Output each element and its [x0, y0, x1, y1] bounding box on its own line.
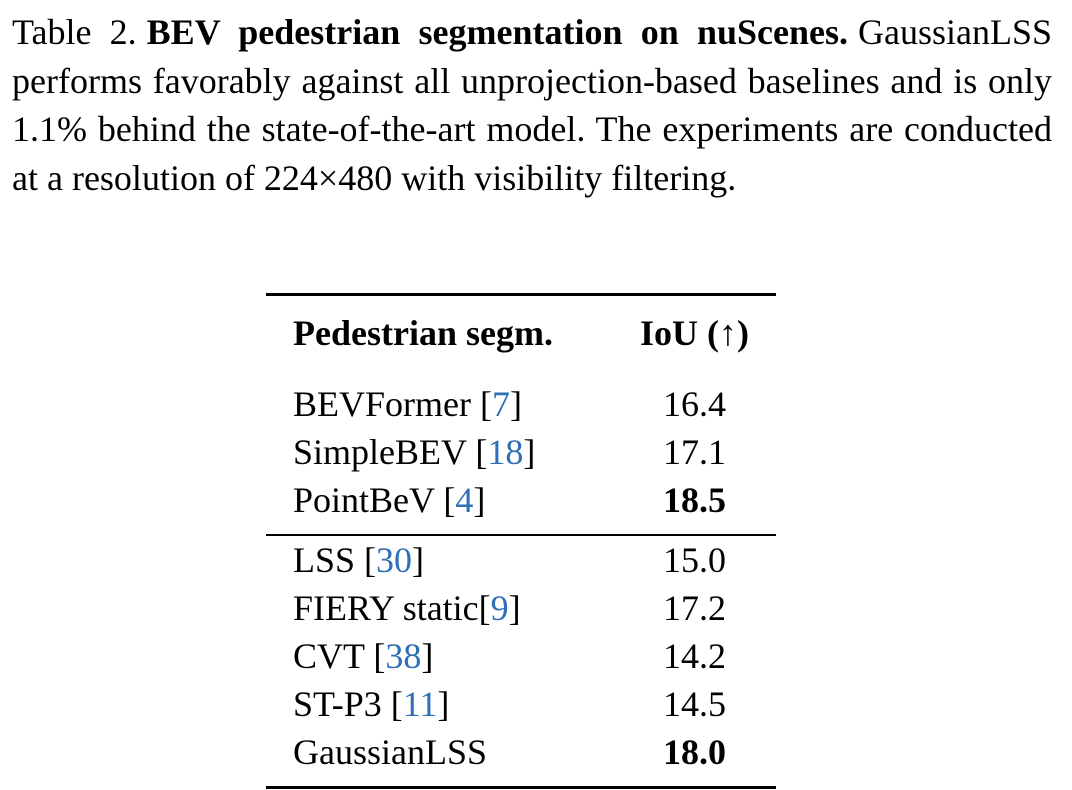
method-cell — [266, 428, 613, 476]
citation-link[interactable]: 18 — [487, 432, 524, 472]
method-name: BEVFormer — [293, 384, 480, 424]
citation-bracket-close: ] — [523, 432, 536, 472]
citation-bracket-open: [ — [373, 636, 386, 676]
table-row — [266, 428, 776, 476]
method-cell — [266, 680, 613, 728]
table-row — [266, 632, 776, 680]
iou-value: 17.2 — [663, 588, 726, 628]
table-row — [266, 476, 776, 535]
iou-value: 18.5 — [663, 480, 726, 520]
table-row — [266, 370, 776, 428]
results-table — [266, 293, 776, 789]
citation-bracket-open: [ — [390, 684, 403, 724]
method-name: GaussianLSS — [293, 732, 488, 772]
iou-value: 16.4 — [663, 384, 726, 424]
iou-value: 15.0 — [663, 540, 726, 580]
citation-bracket-close: ] — [508, 588, 521, 628]
method-cell — [266, 632, 613, 680]
method-cell — [266, 476, 613, 535]
citation-bracket-close: ] — [421, 636, 434, 676]
citation-bracket-open: [ — [475, 432, 488, 472]
citation-bracket-close: ] — [437, 684, 450, 724]
citation-bracket-open: [ — [364, 540, 377, 580]
method-cell — [266, 370, 613, 428]
citation-link[interactable]: 9 — [490, 588, 509, 628]
table-caption — [12, 8, 1052, 202]
citation-link[interactable]: 4 — [455, 480, 474, 520]
method-name: SimpleBEV — [293, 432, 476, 472]
iou-value: 18.0 — [663, 732, 726, 772]
citation-bracket-close: ] — [412, 540, 425, 580]
method-name: FIERY static — [293, 588, 479, 628]
citation-bracket-close: ] — [509, 384, 522, 424]
citation-link[interactable]: 11 — [402, 684, 438, 724]
method-cell — [266, 535, 613, 584]
citation-bracket-open: [ — [479, 384, 492, 424]
method-cell — [266, 584, 613, 632]
table-row — [266, 584, 776, 632]
citation-bracket-close: ] — [473, 480, 486, 520]
caption-text: GaussianLSS performs favorably against all unprojection-based baselines and is only 1.1% behind the state-of-the-art model. The experiments are conducted at a resolution of 224×480 with visibility filtering. — [12, 12, 1053, 198]
table-header-row — [266, 295, 776, 371]
method-name: CVT — [293, 636, 374, 676]
table-body — [266, 370, 776, 788]
iou-value: 17.1 — [663, 432, 726, 472]
method-name: ST-P3 — [293, 684, 391, 724]
method-name: PointBeV — [293, 480, 444, 520]
citation-bracket-open: [ — [478, 588, 491, 628]
citation-bracket-open: [ — [443, 480, 456, 520]
caption-label: Table 2. — [12, 12, 137, 52]
method-name: LSS — [293, 540, 365, 580]
iou-value: 14.5 — [663, 684, 726, 724]
caption-title: BEV pedestrian segmentation on nuScenes. — [146, 12, 848, 52]
table-row — [266, 680, 776, 728]
iou-value: 14.2 — [663, 636, 726, 676]
table-row — [266, 535, 776, 584]
header-iou: IoU (↑) — [640, 313, 749, 353]
table-row — [266, 728, 776, 788]
method-cell — [266, 728, 613, 788]
citation-link[interactable]: 30 — [376, 540, 413, 580]
header-method: Pedestrian segm. — [293, 313, 553, 353]
citation-link[interactable]: 7 — [491, 384, 510, 424]
citation-link[interactable]: 38 — [385, 636, 422, 676]
